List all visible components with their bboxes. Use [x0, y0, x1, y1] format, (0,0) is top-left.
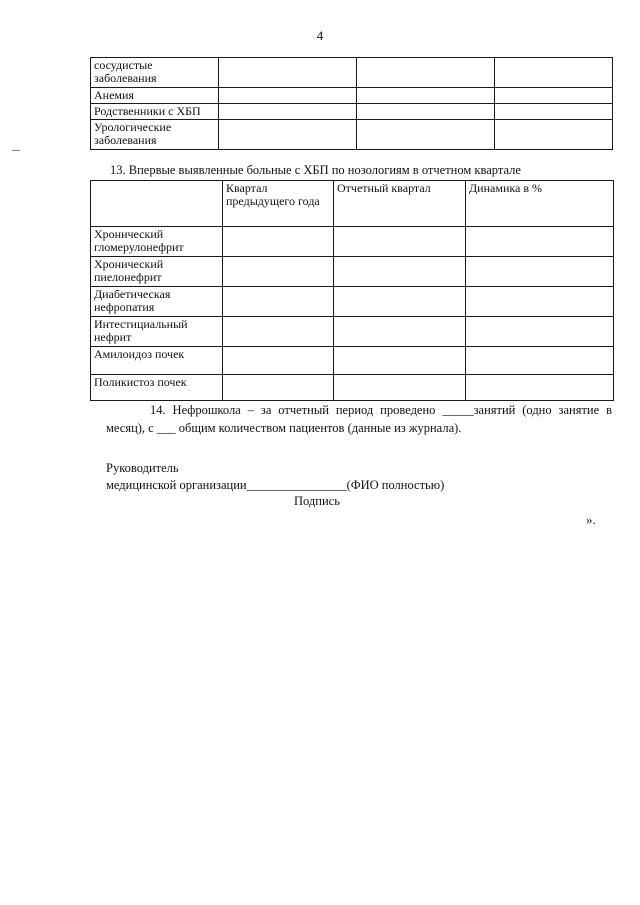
row-label: Диабетическая нефропатия: [91, 287, 223, 317]
table-cell[interactable]: [223, 347, 334, 375]
table-row: [91, 104, 613, 120]
signature-title-line1: Руководитель: [106, 461, 179, 475]
signature-title-line2: медицинской организации________________(ФИО полностью): [106, 478, 445, 492]
column-header: Квартал предыдущего года: [223, 181, 334, 227]
table-cell[interactable]: [495, 88, 613, 104]
table-cell[interactable]: [334, 347, 466, 375]
table-cell[interactable]: [223, 375, 334, 401]
table-cell[interactable]: [495, 104, 613, 120]
table-cell[interactable]: [466, 317, 614, 347]
table-cell[interactable]: [334, 287, 466, 317]
table-cell[interactable]: [219, 104, 357, 120]
column-header: Динамика в %: [466, 181, 614, 227]
page-number: 4: [316, 28, 324, 43]
row-label: Амилоидоз почек: [91, 347, 223, 375]
column-header: Отчетный квартал: [334, 181, 466, 227]
table-cell[interactable]: [219, 120, 357, 150]
table-row: [91, 347, 614, 375]
table-row: [91, 375, 614, 401]
nosology-table: [90, 180, 614, 401]
table-cell[interactable]: [219, 88, 357, 104]
table-cell[interactable]: [466, 347, 614, 375]
table-cell[interactable]: [357, 104, 495, 120]
row-label: Анемия: [91, 88, 219, 104]
row-label: Хронический пиелонефрит: [91, 257, 223, 287]
table-cell[interactable]: [223, 227, 334, 257]
table-header-row: [91, 181, 614, 227]
table-cell[interactable]: [466, 227, 614, 257]
table-cell[interactable]: [495, 120, 613, 150]
comorbidity-table: [90, 57, 613, 150]
row-label: Урологические заболевания: [91, 120, 219, 150]
table-row: [91, 287, 614, 317]
table-cell[interactable]: [334, 257, 466, 287]
section-14-text: 14. Нефрошкола – за отчетный период проведено _____занятий (одно занятие в месяц), с ___ общим количеством пациентов (данные из журнала).: [106, 403, 612, 435]
table-row: [91, 120, 613, 150]
table-row: [91, 257, 614, 287]
row-label: сосудистые заболевания: [91, 58, 219, 88]
table-cell[interactable]: [357, 120, 495, 150]
signature-caption: Подпись: [294, 494, 340, 508]
table-cell[interactable]: [219, 58, 357, 88]
table-cell[interactable]: [495, 58, 613, 88]
closing-quote-mark: ».: [586, 512, 596, 527]
margin-mark: [12, 150, 20, 151]
table-cell[interactable]: [334, 317, 466, 347]
section-14-paragraph: [106, 401, 612, 437]
row-label: Хронический гломерулонефрит: [91, 227, 223, 257]
row-label: Родственники с ХБП: [91, 104, 219, 120]
section-13-title: 13. Впервые выявленные больные с ХБП по нозологиям в отчетном квартале: [110, 163, 521, 177]
table-cell[interactable]: [357, 58, 495, 88]
table-cell[interactable]: [466, 257, 614, 287]
table-row: [91, 58, 613, 88]
table-cell[interactable]: [466, 287, 614, 317]
table-row: [91, 317, 614, 347]
row-label: Поликистоз почек: [91, 375, 223, 401]
table-cell[interactable]: [223, 287, 334, 317]
row-label: Интестициальный нефрит: [91, 317, 223, 347]
table-cell[interactable]: [466, 375, 614, 401]
table-row: [91, 88, 613, 104]
table-cell[interactable]: [334, 227, 466, 257]
table-cell[interactable]: [357, 88, 495, 104]
table-cell[interactable]: [334, 375, 466, 401]
column-header: [91, 181, 223, 227]
table-cell[interactable]: [223, 317, 334, 347]
table-row: [91, 227, 614, 257]
table-cell[interactable]: [223, 257, 334, 287]
